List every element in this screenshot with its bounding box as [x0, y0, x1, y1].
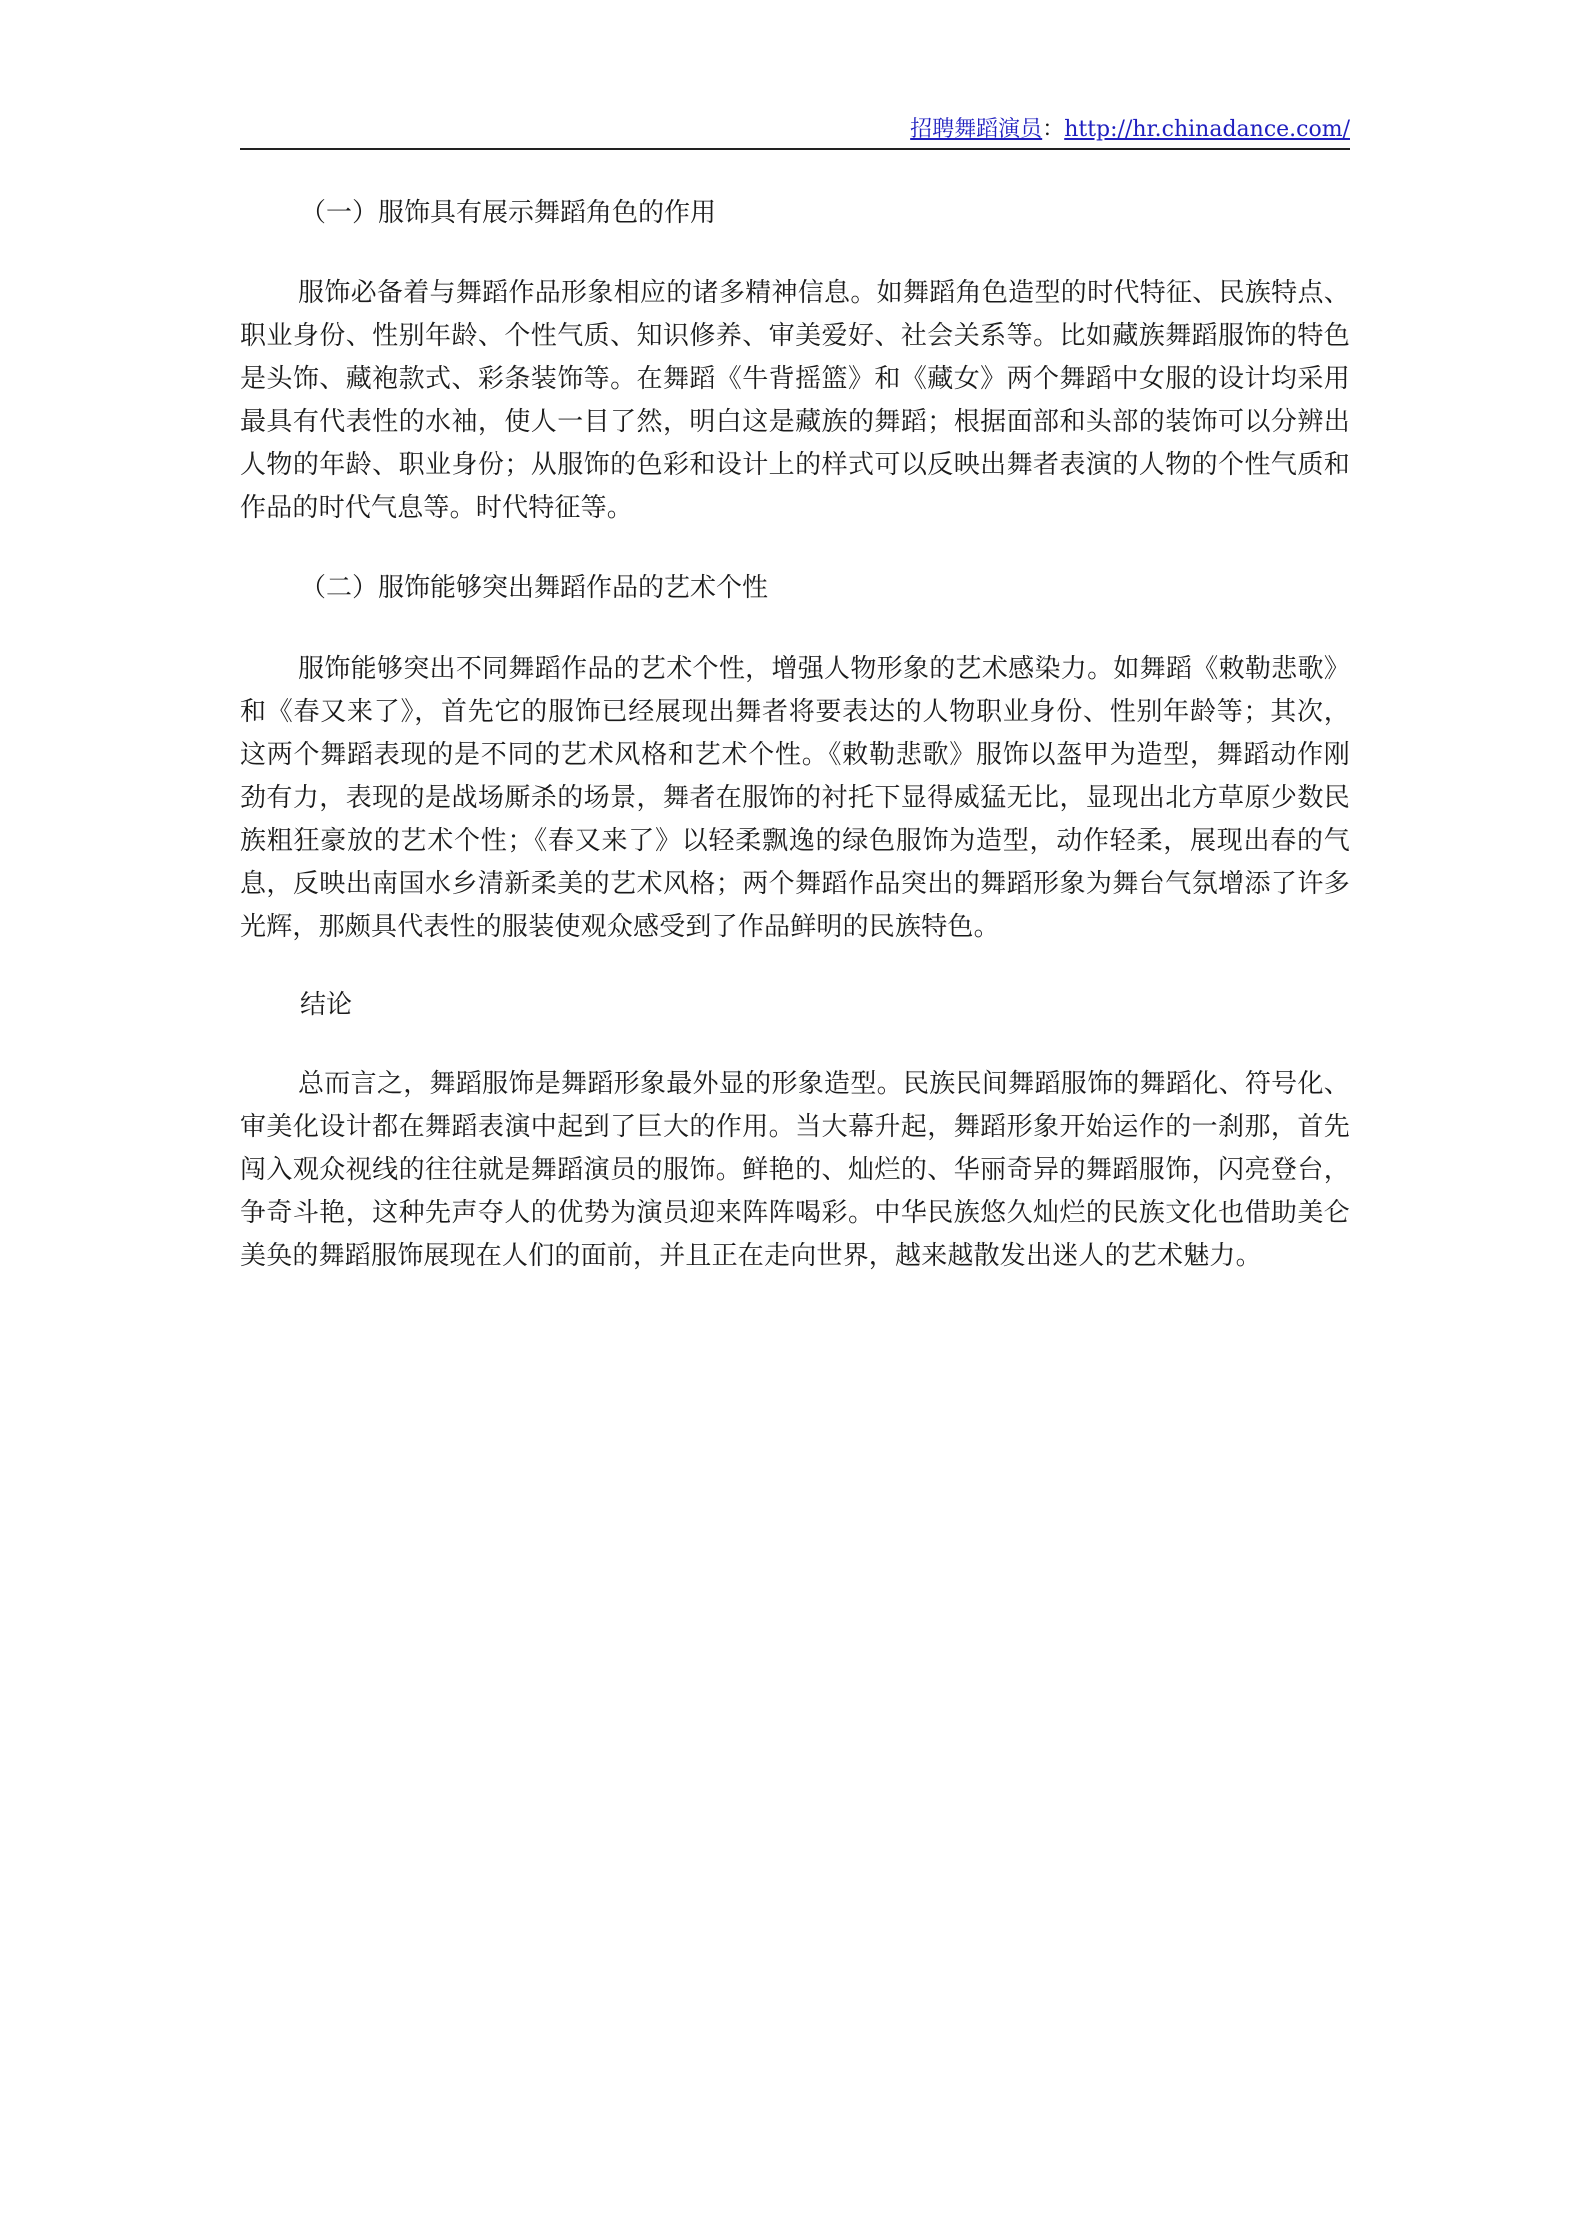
section-2-paragraph: 服饰能够突出不同舞蹈作品的艺术个性，增强人物形象的艺术感染力。如舞蹈《敕勒悲歌》和《春又来了》，首先它的服饰已经展现出舞者将要表达的人物职业身份、性别年龄等；其次，这两个舞蹈表现的是不同的艺术风格和艺术个性。《敕勒悲歌》服饰以盔甲为造型，舞蹈动作刚劲有力，表现的是战场厮杀的场景，舞者在服饰的衬托下显得威猛无比，显现出北方草原少数民族粗狂豪放的艺术个性；《春又来了》以轻柔飘逸的绿色服饰为造型，动作轻柔，展现出春的气息，反映出南国水乡清新柔美的艺术风格；两个舞蹈作品突出的舞蹈形象为舞台气氛增添了许多光辉，那颇具代表性的服装使观众感受到了作品鲜明的民族特色。: [240, 654, 1350, 942]
recruit-dancers-link[interactable]: 招聘舞蹈演员: [910, 117, 1043, 142]
page-header: [240, 112, 1350, 148]
website-url-link[interactable]: http://hr.chinadance.com/: [1064, 117, 1350, 142]
section-1-heading: （一）服饰具有展示舞蹈角色的作用: [300, 198, 717, 228]
conclusion-heading: 结论: [300, 990, 353, 1020]
header-divider: [240, 148, 1350, 150]
conclusion-paragraph: 总而言之，舞蹈服饰是舞蹈形象最外显的形象造型。民族民间舞蹈服饰的舞蹈化、符号化、审美化设计都在舞蹈表演中起到了巨大的作用。当大幕升起，舞蹈形象开始运作的一刹那，首先闯入观众视线的往往就是舞蹈演员的服饰。鲜艳的、灿烂的、华丽奇异的舞蹈服饰，闪亮登台，争奇斗艳，这种先声夺人的优势为演员迎来阵阵喝彩。中华民族悠久灿烂的民族文化也借助美仑美奂的舞蹈服饰展现在人们的面前，并且正在走向世界，越来越散发出迷人的艺术魅力。: [240, 1069, 1350, 1271]
header-separator: ：: [1042, 117, 1065, 142]
section-1-paragraph: 服饰必备着与舞蹈作品形象相应的诸多精神信息。如舞蹈角色造型的时代特征、民族特点、职业身份、性别年龄、个性气质、知识修养、审美爱好、社会关系等。比如藏族舞蹈服饰的特色是头饰、藏袍款式、彩条装饰等。在舞蹈《牛背摇篮》和《藏女》两个舞蹈中女服的设计均采用最具有代表性的水袖，使人一目了然，明白这是藏族的舞蹈；根据面部和头部的装饰可以分辨出人物的年龄、职业身份；从服饰的色彩和设计上的样式可以反映出舞者表演的人物的个性气质和作品的时代气息等。时代特征等。: [240, 278, 1350, 523]
section-2-heading: （二）服饰能够突出舞蹈作品的艺术个性: [300, 573, 769, 603]
